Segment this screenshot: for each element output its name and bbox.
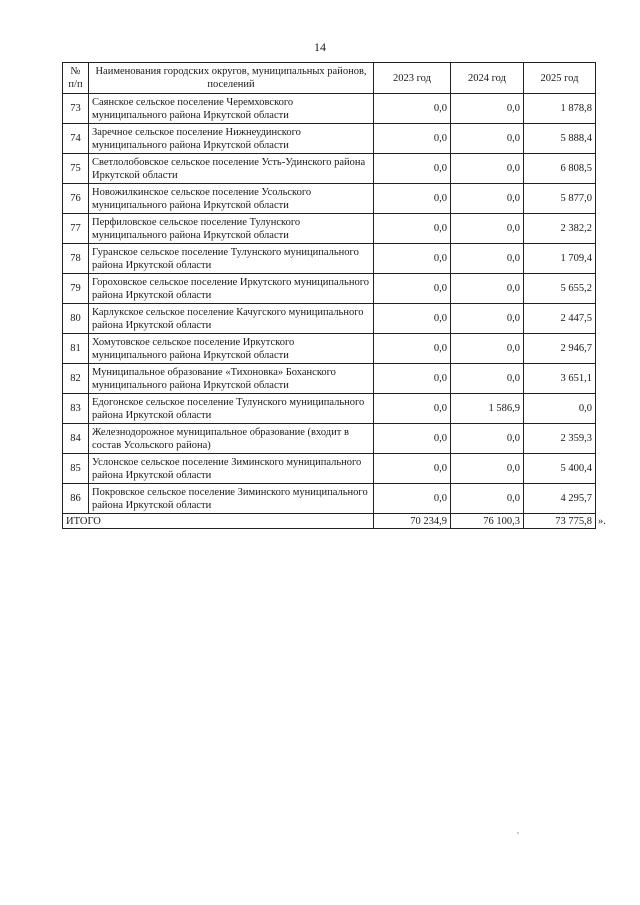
row-value-2023: 0,0 — [374, 454, 451, 484]
header-2024: 2024 год — [451, 63, 524, 94]
row-value-2024: 0,0 — [451, 244, 524, 274]
header-number: № п/п — [63, 63, 89, 94]
row-value-2023: 0,0 — [374, 364, 451, 394]
row-value-2024: 0,0 — [451, 154, 524, 184]
page-number: 14 — [314, 40, 326, 54]
row-value-2025: 5 888,4 — [524, 124, 596, 154]
row-value-2024: 0,0 — [451, 274, 524, 304]
row-value-2023: 0,0 — [374, 184, 451, 214]
row-value-2025: 5 400,4 — [524, 454, 596, 484]
row-name: Едогонское сельское поселение Тулунского муниципального района Иркутской области — [89, 394, 374, 424]
total-2024: 76 100,3 — [451, 514, 524, 529]
row-number: 86 — [63, 484, 89, 514]
table-row — [63, 454, 596, 484]
row-value-2023: 0,0 — [374, 94, 451, 124]
row-value-2023: 0,0 — [374, 214, 451, 244]
row-number: 76 — [63, 184, 89, 214]
row-value-2024: 0,0 — [451, 184, 524, 214]
row-value-2025: 2 946,7 — [524, 334, 596, 364]
row-value-2024: 0,0 — [451, 304, 524, 334]
row-value-2023: 0,0 — [374, 334, 451, 364]
table-row — [63, 484, 596, 514]
header-2025: 2025 год — [524, 63, 596, 94]
row-value-2025: 4 295,7 — [524, 484, 596, 514]
row-value-2025: 0,0 — [524, 394, 596, 424]
row-name: Хомутовское сельское поселение Иркутского муниципального района Иркутской области — [89, 334, 374, 364]
row-name: Саянское сельское поселение Черемховского муниципального района Иркутской области — [89, 94, 374, 124]
row-value-2024: 0,0 — [451, 454, 524, 484]
row-value-2025: 5 877,0 — [524, 184, 596, 214]
table-row — [63, 304, 596, 334]
total-label: ИТОГО — [63, 514, 374, 529]
row-number: 73 — [63, 94, 89, 124]
row-value-2025: 5 655,2 — [524, 274, 596, 304]
row-name: Гуранское сельское поселение Тулунского муниципального района Иркутской области — [89, 244, 374, 274]
total-row — [63, 514, 596, 529]
row-name: Заречное сельское поселение Нижнеудинского муниципального района Иркутской области — [89, 124, 374, 154]
row-value-2024: 1 586,9 — [451, 394, 524, 424]
table-row — [63, 424, 596, 454]
table-row — [63, 274, 596, 304]
row-name: Покровское сельское поселение Зиминского муниципального района Иркутской области — [89, 484, 374, 514]
row-value-2023: 0,0 — [374, 394, 451, 424]
row-name: Услонское сельское поселение Зиминского муниципального района Иркутской области — [89, 454, 374, 484]
total-2025: 73 775,8 — [524, 514, 596, 529]
row-value-2023: 0,0 — [374, 244, 451, 274]
row-value-2025: 1 709,4 — [524, 244, 596, 274]
row-value-2024: 0,0 — [451, 94, 524, 124]
row-number: 80 — [63, 304, 89, 334]
table-row — [63, 124, 596, 154]
table-header-row — [63, 63, 596, 94]
row-number: 83 — [63, 394, 89, 424]
row-value-2025: 2 447,5 — [524, 304, 596, 334]
row-value-2023: 0,0 — [374, 274, 451, 304]
row-number: 75 — [63, 154, 89, 184]
closing-quote-mark: ». — [598, 516, 606, 527]
row-name: Новожилкинское сельское поселение Усольского муниципального района Иркутской области — [89, 184, 374, 214]
row-name: Железнодорожное муниципальное образование (входит в состав Усольского района) — [89, 424, 374, 454]
row-value-2023: 0,0 — [374, 124, 451, 154]
row-number: 79 — [63, 274, 89, 304]
row-value-2024: 0,0 — [451, 214, 524, 244]
table-row — [63, 244, 596, 274]
row-value-2025: 2 382,2 — [524, 214, 596, 244]
scan-speck — [517, 832, 519, 834]
row-value-2023: 0,0 — [374, 154, 451, 184]
table-row — [63, 394, 596, 424]
row-value-2023: 0,0 — [374, 424, 451, 454]
budget-table — [62, 62, 596, 529]
row-name: Гороховское сельское поселение Иркутского муниципального района Иркутской области — [89, 274, 374, 304]
row-value-2025: 3 651,1 — [524, 364, 596, 394]
row-value-2024: 0,0 — [451, 364, 524, 394]
row-number: 78 — [63, 244, 89, 274]
row-value-2024: 0,0 — [451, 484, 524, 514]
row-value-2023: 0,0 — [374, 304, 451, 334]
header-name: Наименования городских округов, муниципальных районов, поселений — [89, 63, 374, 94]
row-value-2024: 0,0 — [451, 424, 524, 454]
row-value-2025: 2 359,3 — [524, 424, 596, 454]
row-value-2024: 0,0 — [451, 334, 524, 364]
row-value-2024: 0,0 — [451, 124, 524, 154]
row-name: Светлолобовское сельское поселение Усть-Удинского района Иркутской области — [89, 154, 374, 184]
table-row — [63, 184, 596, 214]
total-2023: 70 234,9 — [374, 514, 451, 529]
table-row — [63, 214, 596, 244]
table-row — [63, 364, 596, 394]
row-name: Муниципальное образование «Тихоновка» Боханского муниципального района Иркутской области — [89, 364, 374, 394]
row-value-2025: 1 878,8 — [524, 94, 596, 124]
row-number: 81 — [63, 334, 89, 364]
row-number: 74 — [63, 124, 89, 154]
table-row — [63, 154, 596, 184]
row-value-2023: 0,0 — [374, 484, 451, 514]
row-number: 85 — [63, 454, 89, 484]
row-number: 82 — [63, 364, 89, 394]
table-row — [63, 94, 596, 124]
row-name: Перфиловское сельское поселение Тулунского муниципального района Иркутской области — [89, 214, 374, 244]
header-2023: 2023 год — [374, 63, 451, 94]
row-number: 77 — [63, 214, 89, 244]
row-number: 84 — [63, 424, 89, 454]
row-value-2025: 6 808,5 — [524, 154, 596, 184]
table-row — [63, 334, 596, 364]
row-name: Карлукское сельское поселение Качугского муниципального района Иркутской области — [89, 304, 374, 334]
